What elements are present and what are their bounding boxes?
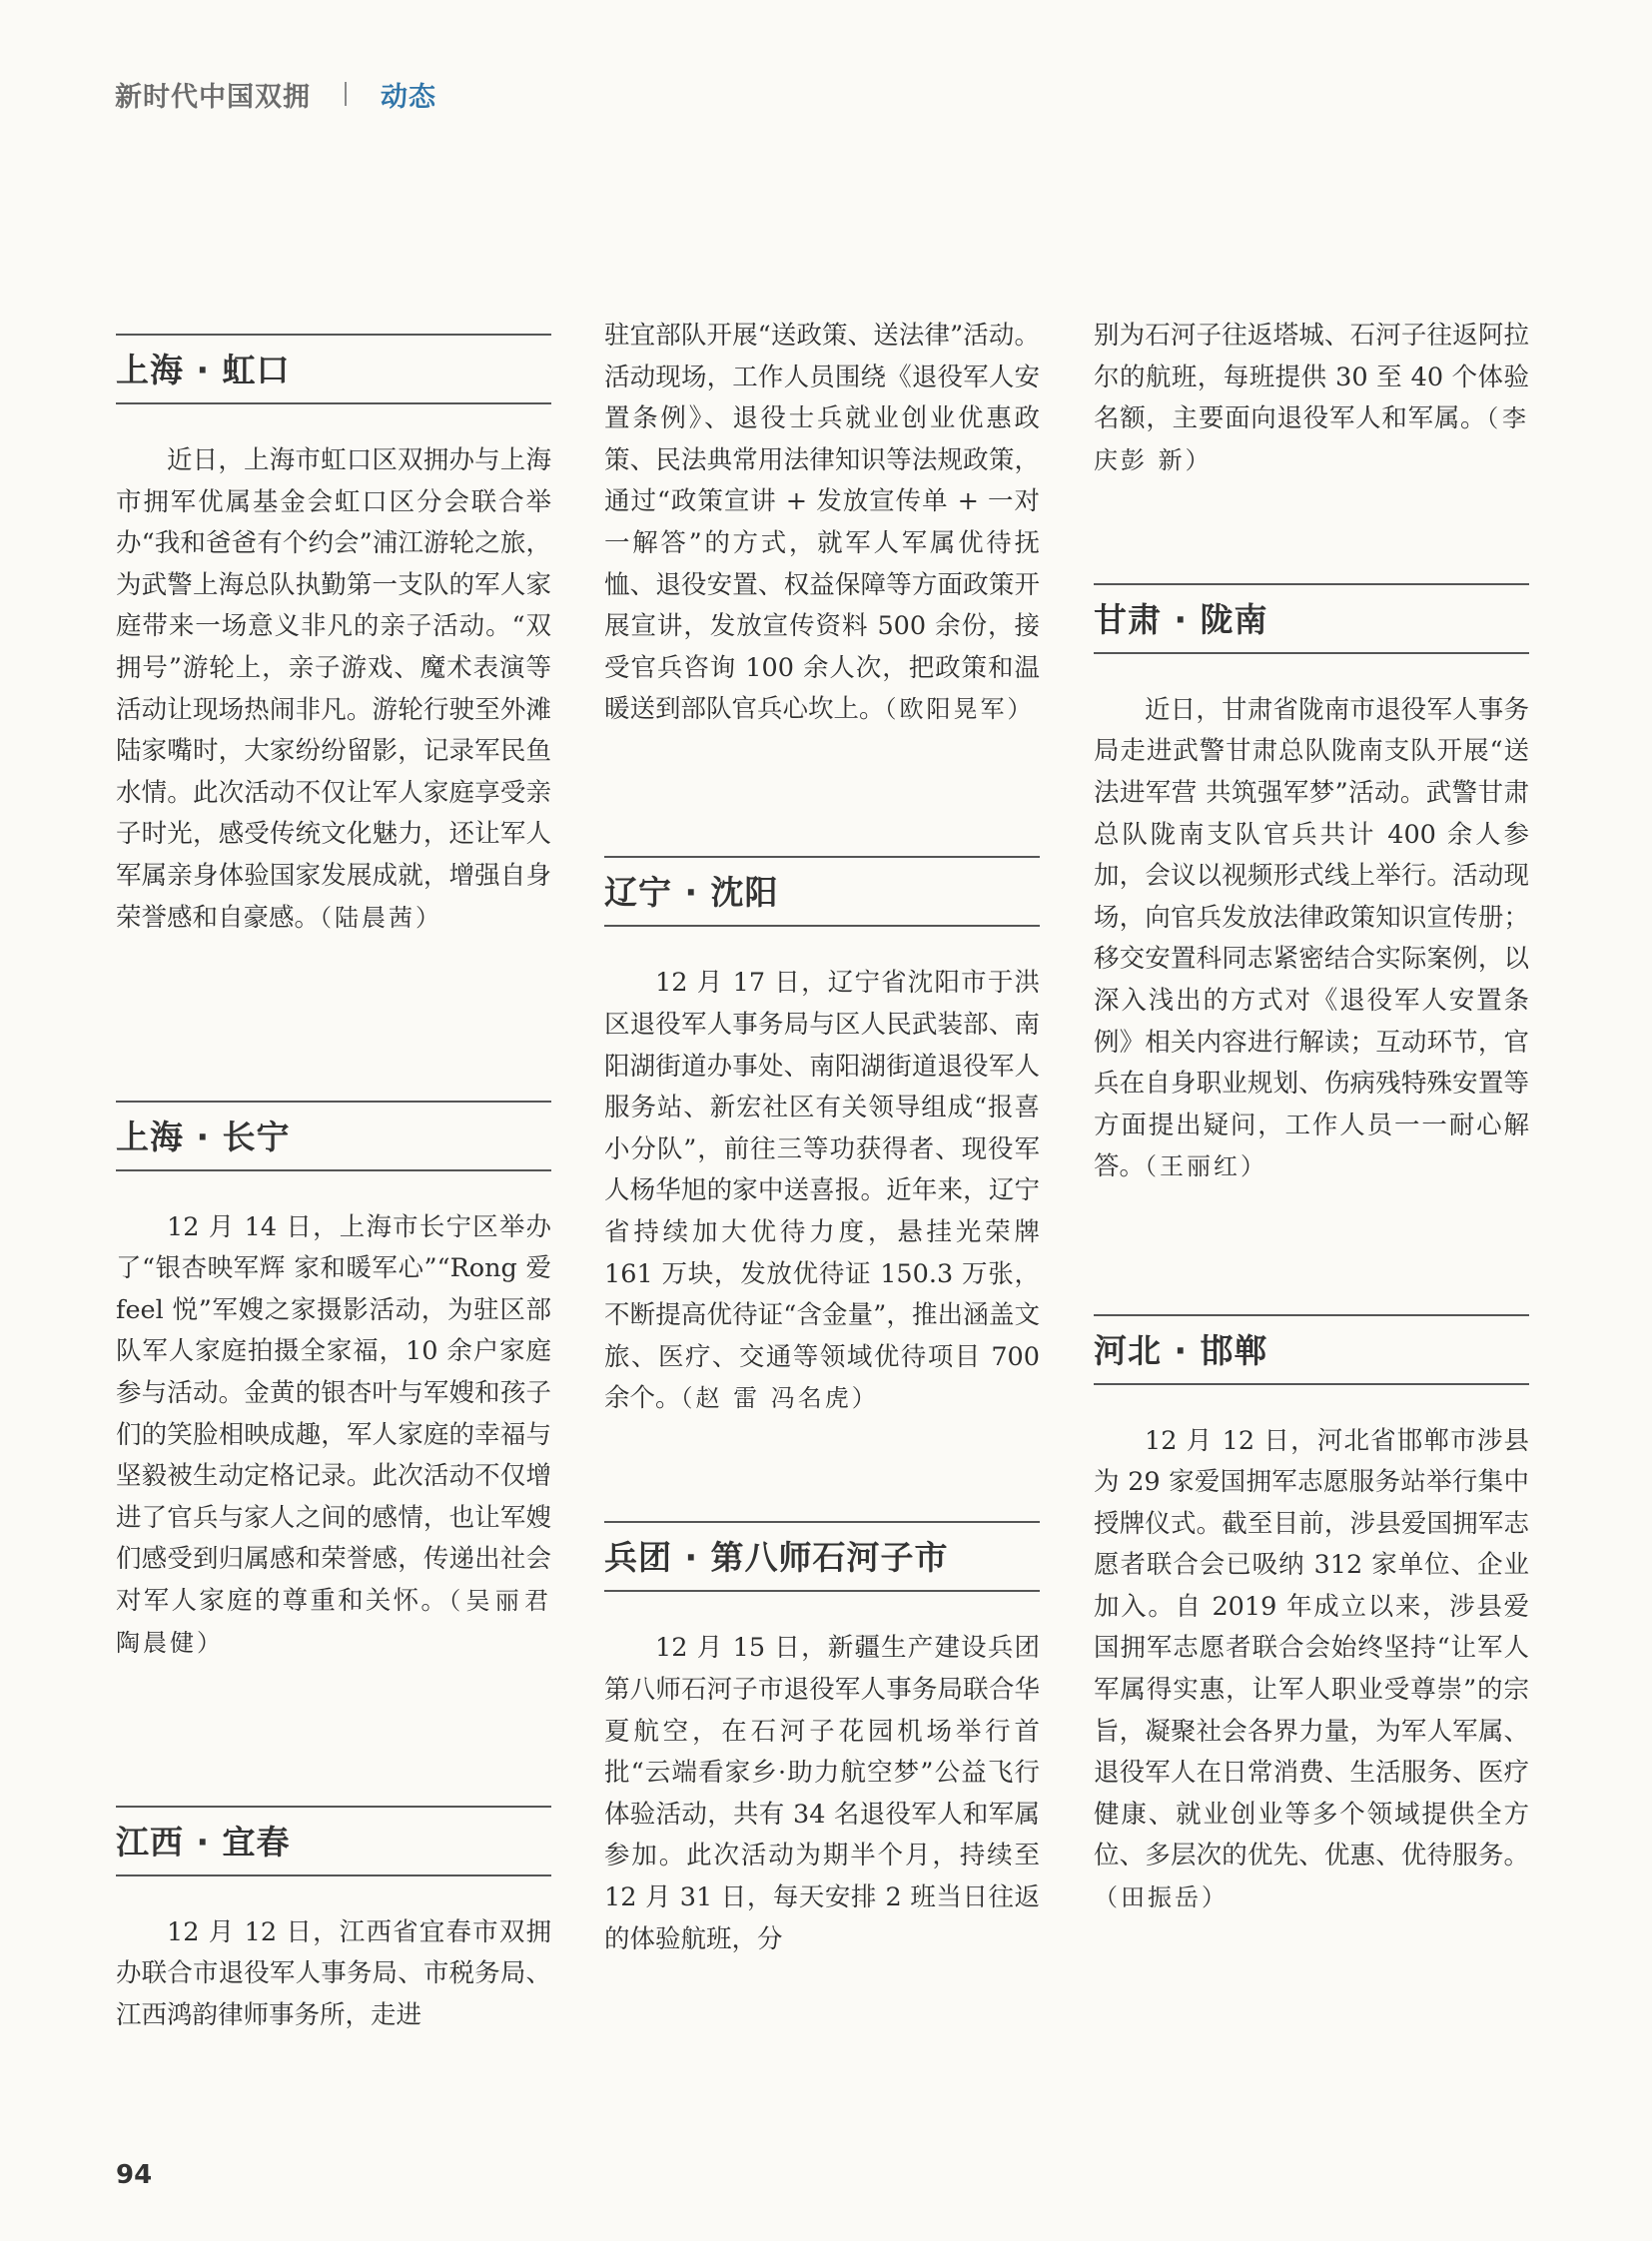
article-text: 近日，甘肃省陇南市退役军人事务局走进武警甘肃总队陇南支队开展“送法进军营 共筑强军梦”活动。武警甘肃总队陇南支队官兵共计 400 余人参加，会议以视频形式线上举行。活动现场，向官兵发放法律政策知识宣传册；移交安置科同志紧密结合实际案例，以深入浅出的方式对《退役军人安置条例》相关内容进行解读；互动环节，官兵在自身职业规划、伤病残特殊安置等方面提出疑问，工作人员一一耐心解答。 (1094, 694, 1529, 1182)
article-text: 12 月 15 日，新疆生产建设兵团第八师石河子市退役军人事务局联合华夏航空，在石河子花园机场举行首批“云端看家乡·助力航空梦”公益飞行体验活动，共有 34 名退役军人和军属参加。此次活动为期半个月，持续至 12 月 31 日，每天安排 2 班当日往返的体验航班，分 (604, 1633, 1040, 1954)
article-title: 上海 · 虹口 (116, 334, 551, 404)
article-changning (116, 1101, 551, 1665)
section-name: 动态 (381, 81, 436, 113)
article-byline: （李 庆彭 新） (1094, 404, 1529, 474)
article-body-continued (604, 316, 1040, 731)
article-body (1094, 690, 1529, 1188)
article-text: 驻宜部队开展“送政策、送法律”活动。活动现场，工作人员围绕《退役军人安置条例》、退役士兵就业创业优惠政策、民法典常用法律知识等法规政策，通过“政策宣讲 + 发放宣传单 + 一对一解答”的方式，就军人军属优待抚恤、退役安置、权益保障等方面政策开展宣讲，发放宣传资料 500 余份，接受官兵咨询 100 余人次，把政策和温暖送到部队官兵心坎上。 (604, 321, 1040, 725)
column-3 (1094, 316, 1529, 1944)
article-shihezi (604, 1521, 1040, 1960)
article-text: 近日，上海市虹口区双拥办与上海市拥军优属基金会虹口区分会联合举办“我和爸爸有个约会”浦江游轮之旅，为武警上海总队执勤第一支队的军人家庭带来一场意义非凡的亲子活动。“双拥号”游轮上，亲子游戏、魔术表演等活动让现场热闹非凡。游轮行驶至外滩陆家嘴时，大家纷纷留影，记录军民鱼水情。此次活动不仅让军人家庭享受亲子时光，感受传统文化魅力，还让军人军属亲身体验国家发展成就，增强自身荣誉感和自豪感。 (116, 445, 551, 933)
article-shenyang (604, 856, 1040, 1420)
article-byline: （吴丽君 陶晨健） (116, 1586, 551, 1657)
article-title: 辽宁 · 沈阳 (604, 856, 1040, 927)
column-2 (604, 316, 1040, 1986)
article-text: 12 月 12 日，河北省邯郸市涉县为 29 家爱国拥军志愿服务站举行集中授牌仪式。截至目前，涉县爱国拥军志愿者联合会已吸纳 312 家单位、企业加入。自 2019 年成立以来，涉县爱国拥军志愿者联合会始终坚持“让军人军属得实惠，让军人职业受尊崇”的宗旨，凝聚社会各界力量，为军人军属、退役军人在日常消费、生活服务、医疗健康、就业创业等多个领域提供全方位、多层次的优先、优惠、优待服务。 (1094, 1425, 1529, 1871)
article-text: 12 月 17 日，辽宁省沈阳市于洪区退役军人事务局与区人民武装部、南阳湖街道办事处、南阳湖街道退役军人服务站、新宏社区有关领导组成“报喜小分队”，前往三等功获得者、现役军人杨华旭的家中送喜报。近年来，辽宁省持续加大优待力度，悬挂光荣牌 161 万块，发放优待证 150.3 万张，不断提高优待证“含金量”，推出涵盖文旅、医疗、交通等领域优待项目 700 余个。 (604, 968, 1040, 1414)
article-body (116, 440, 551, 939)
article-yichun (116, 1806, 551, 2037)
article-byline: （田振岳） (1094, 1883, 1229, 1912)
article-body (1094, 1421, 1529, 1919)
article-text: 12 月 12 日，江西省宜春市双拥办联合市退役军人事务局、市税务局、江西鸿韵律师事务所，走进 (116, 1916, 551, 2030)
article-title: 甘肃 · 陇南 (1094, 583, 1529, 654)
article-body-continued (1094, 316, 1529, 481)
column-1 (116, 334, 551, 2062)
article-body (604, 963, 1040, 1420)
article-text: 别为石河子往返塔城、石河子往返阿拉尔的航班，每班提供 30 至 40 个体验名额，主要面向退役军人和军属。 (1094, 321, 1529, 434)
running-header (115, 74, 436, 114)
article-handan (1094, 1314, 1529, 1919)
article-body (604, 1628, 1040, 1960)
page-number: 94 (116, 2160, 153, 2190)
article-byline: （陆晨茜） (320, 903, 443, 932)
article-title: 上海 · 长宁 (116, 1101, 551, 1171)
publication-name: 新时代中国双拥 (115, 81, 311, 113)
article-body (116, 1912, 551, 2037)
article-title: 河北 · 邯郸 (1094, 1314, 1529, 1385)
header-divider (345, 82, 347, 106)
article-byline: （王丽红） (1145, 1152, 1268, 1181)
article-body (116, 1207, 551, 1665)
article-byline: （赵 雷 冯名虎） (680, 1384, 879, 1413)
article-text: 12 月 14 日，上海市长宁区举办了“银杏映军辉 家和暖军心”“Rong 爱 feel 悦”军嫂之家摄影活动，为驻区部队军人家庭拍摄全家福，10 余户家庭参与活动。金黄的银杏叶与军嫂和孩子们的笑脸相映成趣，军人家庭的幸福与坚毅被生动定格记录。此次活动不仅增进了官兵与家人之间的感情，也让军嫂们感受到归属感和荣誉感，传递出社会对军人家庭的尊重和关怀。 (116, 1211, 551, 1616)
article-longnan (1094, 583, 1529, 1188)
article-byline: （欧阳晃军） (884, 695, 1035, 724)
article-title: 兵团 · 第八师石河子市 (604, 1521, 1040, 1592)
article-hongkou (116, 334, 551, 939)
article-title: 江西 · 宜春 (116, 1806, 551, 1876)
